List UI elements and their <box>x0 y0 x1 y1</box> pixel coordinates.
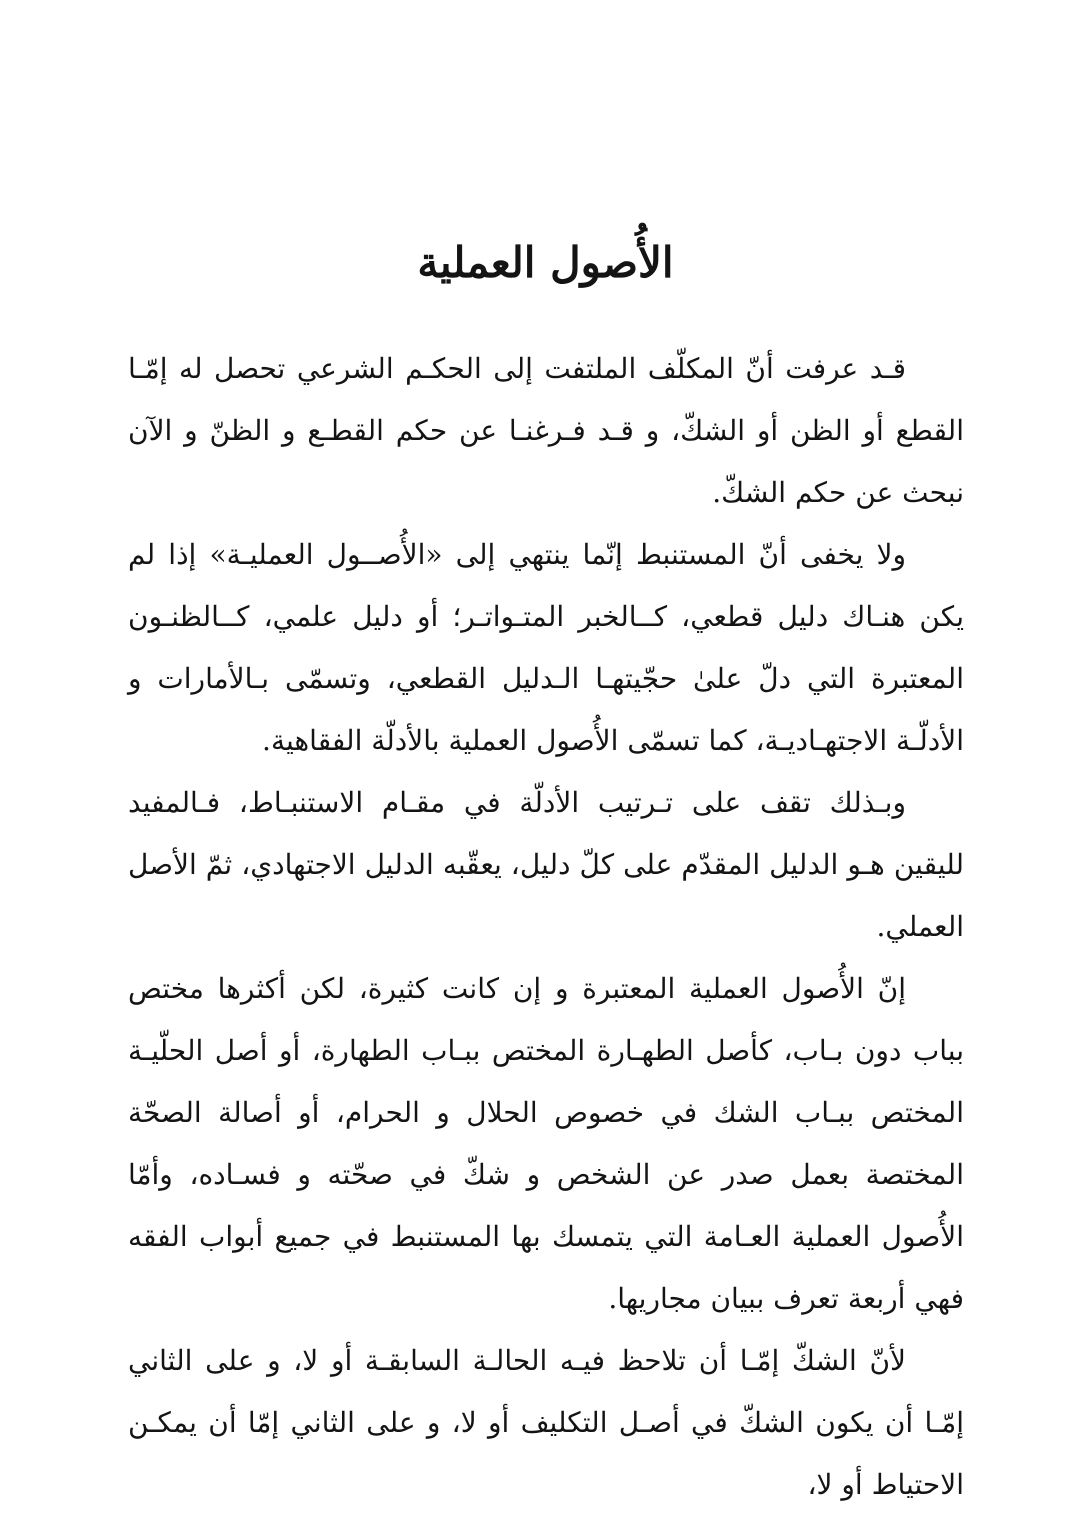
page-title: الأُصول العملية <box>417 238 674 287</box>
paragraph-3: وبـذلك تقف على تـرتيب الأدلّة في مقـام الاستنبـاط، فـالمفيد لليقين هـو الدليل المقدّم على كلّ دليل، يعقّبه الدليل الاجتهادي، ثمّ الأصل العملي. <box>128 786 964 943</box>
body-text <box>128 338 964 1516</box>
paragraph-1: قـد عرفت أنّ المكلّف الملتفت إلى الحكـم الشرعي تحصل له إمّـا القطع أو الظن أو الشكّ، و قـد فـرغنـا عن حكم القطـع و الظنّ و الآن نبحث عن حكم الشكّ. <box>128 352 964 509</box>
paragraph-5: لأنّ الشكّ إمّـا أن تلاحظ فيـه الحالـة السابقـة أو لا، و على الثاني إمّـا أن يكون الشكّ في أصـل التكليف أو لا، و على الثاني إمّا أن يمكـن الاحتياط أو لا، <box>128 1344 964 1501</box>
paragraph-2: ولا يخفى أنّ المستنبط إنّما ينتهي إلى «الأُصــول العمليـة» إذا لم يكن هنـاك دليل قطعي، كــالخبر المتـواتـر؛ أو دليل علمي، كــالظنـون المعتبرة التي دلّ علىٰ حجّيتهـا الـدليل القطعي، وتسمّى بـالأمارات و الأدلّـة الاجتهـاديـة، كما تسمّى الأُصول العملية بالأدلّة الفقاهية. <box>128 538 964 757</box>
paragraph-4: إنّ الأُصول العملية المعتبرة و إن كانت كثيرة، لكن أكثرها مختص بباب دون بـاب، كأصل الطهـارة المختص ببـاب الطهارة، أو أصل الحلّيـة المختص ببـاب الشك في خصوص الحلال و الحرام، أو أصالة الصحّة المختصة بعمل صدر عن الشخص و شكّ في صحّته و فسـاده، وأمّا الأُصول العملية العـامة التي يتمسك بها المستنبط في جميع أبواب الفقه فهي أربعة تعرف ببيان مجاريها. <box>128 972 964 1315</box>
